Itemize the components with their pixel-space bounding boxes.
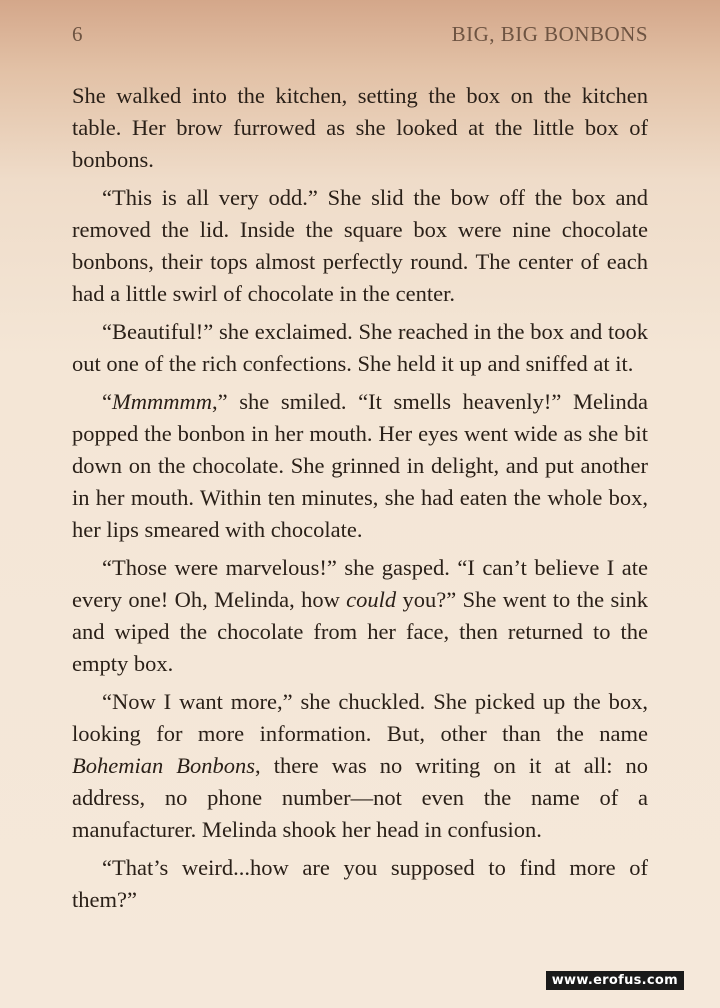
paragraph bbox=[72, 686, 648, 846]
text-run: you?” She went to the sink and wiped the chocolate from her face, then returned to the empty box. bbox=[72, 587, 648, 676]
text-run: “Those were marvelous!” she gasped. “I can’t believe I ate every one! Oh, Melinda, how bbox=[72, 555, 648, 612]
paragraph bbox=[72, 80, 648, 176]
paragraph bbox=[72, 552, 648, 680]
text-run: “This is all very odd.” She slid the bow off the box and removed the lid. Inside the square box were nine chocolate bonbons, their tops almost perfectly round. The center of each had a little swirl of chocolate in the center. bbox=[72, 185, 648, 306]
italic-text: Bohemian Bonbons bbox=[72, 753, 256, 778]
text-run: “That’s weird...how are you supposed to find more of them?” bbox=[72, 855, 648, 912]
italic-text: could bbox=[346, 587, 397, 612]
running-title: BIG, BIG BONBONS bbox=[451, 21, 648, 46]
page-number: 6 bbox=[72, 21, 83, 46]
watermark: www.erofus.com bbox=[546, 971, 684, 990]
page-header bbox=[72, 20, 648, 48]
text-run: “ bbox=[102, 389, 112, 414]
italic-text: Mmmmmm bbox=[112, 389, 212, 414]
paragraph bbox=[72, 316, 648, 380]
body-text bbox=[72, 80, 648, 922]
text-run: She walked into the kitchen, setting the box on the kitchen table. Her brow furrowed as she looked at the little box of bonbons. bbox=[72, 83, 648, 172]
paragraph bbox=[72, 386, 648, 546]
paragraph bbox=[72, 182, 648, 310]
text-run: ,” she smiled. “It smells heavenly!” Melinda popped the bonbon in her mouth. Her eyes went wide as she bit down on the chocolate. She grinned in delight, and put another in her mouth. Within ten minutes, she had eaten the whole box, her lips smeared with chocolate. bbox=[72, 389, 648, 542]
text-run: , there was no writing on it at all: no address, no phone number—not even the name of a manufacturer. Melinda shook her head in confusion. bbox=[72, 753, 648, 842]
text-run: “Beautiful!” she exclaimed. She reached in the box and took out one of the rich confections. She held it up and sniffed at it. bbox=[72, 319, 648, 376]
text-run: “Now I want more,” she chuckled. She picked up the box, looking for more information. But, other than the name bbox=[72, 689, 648, 746]
paragraph bbox=[72, 852, 648, 916]
